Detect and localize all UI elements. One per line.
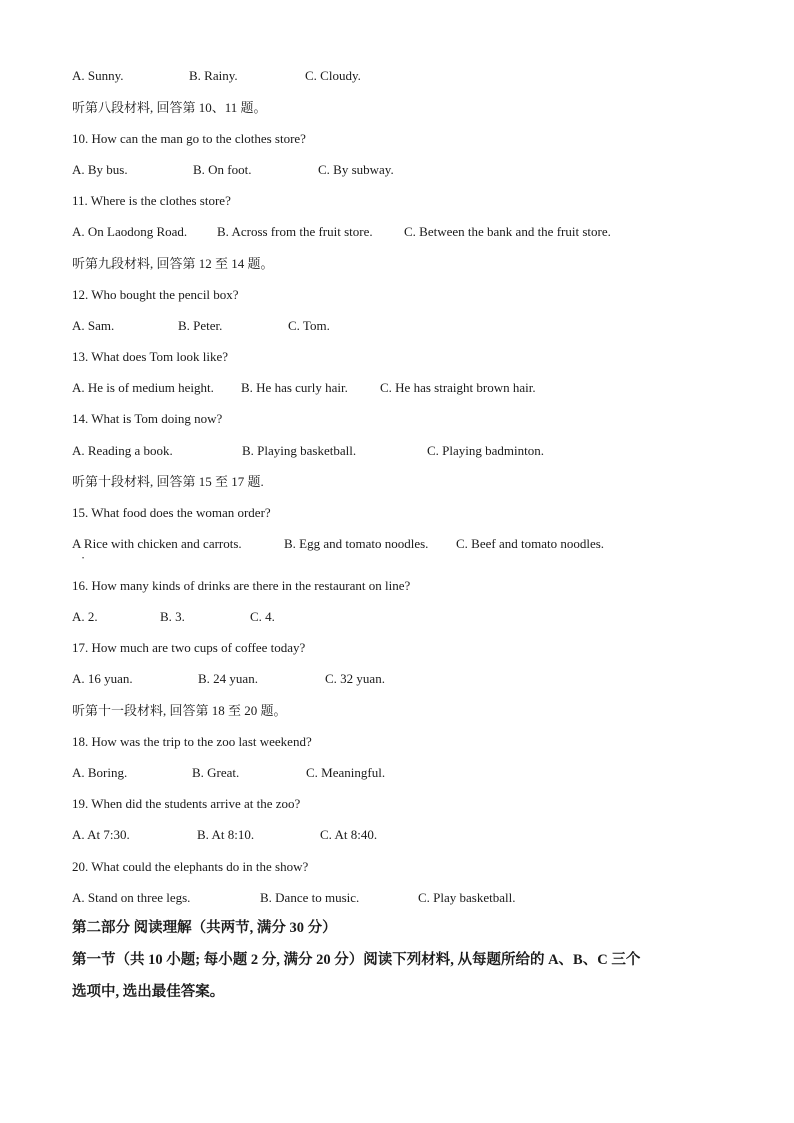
q15-option-b: B. Egg and tomato noodles. [284, 536, 429, 551]
q9-option-c: C. Cloudy. [305, 68, 361, 83]
q10-option-c: C. By subway. [318, 162, 394, 177]
section-8-instruction: 听第八段材料, 回答第 10、11 题。 [72, 100, 267, 115]
q20-option-c: C. Play basketball. [418, 890, 516, 905]
q15-option-c: C. Beef and tomato noodles. [456, 536, 605, 551]
question-16: 16. How many kinds of drinks are there in the restaurant on line? [72, 578, 411, 593]
section-9-instruction: 听第九段材料, 回答第 12 至 14 题。 [72, 256, 274, 271]
q19-option-b: B. At 8:10. [197, 827, 255, 842]
part-2-title: 第二部分 阅读理解（共两节, 满分 30 分） [72, 920, 337, 936]
question-18: 18. How was the trip to the zoo last weekend? [72, 734, 312, 749]
q14-option-c: C. Playing badminton. [427, 443, 544, 458]
q11-option-a: A. On Laodong Road. [72, 224, 188, 239]
q20-option-a: A. Stand on three legs. [72, 890, 191, 905]
q16-option-b: B. 3. [160, 609, 185, 624]
q18-option-c: C. Meaningful. [306, 765, 386, 780]
q16-option-c: C. 4. [250, 609, 275, 624]
q15-option-a: A Rice with chicken and carrots. [72, 536, 242, 551]
q18-option-b: B. Great. [192, 765, 240, 780]
q20-option-b: B. Dance to music. [260, 890, 360, 905]
section-10-instruction: 听第十段材料, 回答第 15 至 17 题. [72, 474, 264, 489]
stray-dot-mark: • [82, 556, 85, 562]
question-14: 14. What is Tom doing now? [72, 411, 223, 426]
q19-option-a: A. At 7:30. [72, 827, 130, 842]
q17-option-c: C. 32 yuan. [325, 671, 385, 686]
question-19: 19. When did the students arrive at the zoo? [72, 796, 301, 811]
question-10: 10. How can the man go to the clothes store? [72, 131, 306, 146]
q9-option-b: B. Rainy. [189, 68, 238, 83]
section-11-instruction: 听第十一段材料, 回答第 18 至 20 题。 [72, 703, 287, 718]
question-12: 12. Who bought the pencil box? [72, 287, 239, 302]
q14-option-a: A. Reading a book. [72, 443, 173, 458]
question-20: 20. What could the elephants do in the show? [72, 859, 309, 874]
q9-option-a: A. Sunny. [72, 68, 124, 83]
q17-option-b: B. 24 yuan. [198, 671, 258, 686]
question-15: 15. What food does the woman order? [72, 505, 271, 520]
question-13: 13. What does Tom look like? [72, 349, 229, 364]
q13-option-a: A. He is of medium height. [72, 380, 214, 395]
part-2-section-1-instruction-line-2: 选项中, 选出最佳答案。 [72, 984, 225, 1000]
q19-option-c: C. At 8:40. [320, 827, 378, 842]
q12-option-c: C. Tom. [288, 318, 330, 333]
question-17: 17. How much are two cups of coffee today? [72, 640, 306, 655]
q11-option-b: B. Across from the fruit store. [217, 224, 373, 239]
q10-option-b: B. On foot. [193, 162, 252, 177]
q13-option-c: C. He has straight brown hair. [380, 380, 536, 395]
q10-option-a: A. By bus. [72, 162, 128, 177]
q12-option-a: A. Sam. [72, 318, 115, 333]
q18-option-a: A. Boring. [72, 765, 128, 780]
part-2-section-1-instruction-line-1: 第一节（共 10 小题; 每小题 2 分, 满分 20 分）阅读下列材料, 从每题所给的 A、B、C 三个 [72, 952, 641, 968]
q14-option-b: B. Playing basketball. [242, 443, 357, 458]
q11-option-c: C. Between the bank and the fruit store. [404, 224, 611, 239]
q17-option-a: A. 16 yuan. [72, 671, 133, 686]
q13-option-b: B. He has curly hair. [241, 380, 348, 395]
q16-option-a: A. 2. [72, 609, 98, 624]
q12-option-b: B. Peter. [178, 318, 223, 333]
question-11: 11. Where is the clothes store? [72, 193, 231, 208]
